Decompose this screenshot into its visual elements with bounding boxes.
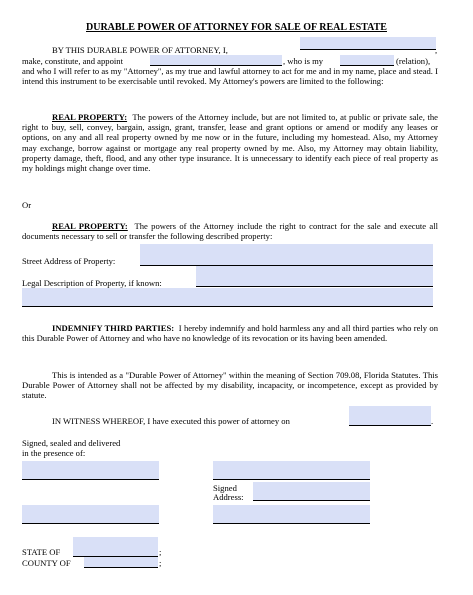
county-label: COUNTY OF — [22, 558, 71, 568]
comma: , — [435, 45, 438, 55]
real-property-general-paragraph — [22, 112, 438, 173]
document-title: DURABLE POWER OF ATTORNEY FOR SALE OF REAL ESTATE — [86, 22, 387, 33]
street-address-label: Street Address of Property: — [22, 256, 116, 266]
legal-description-field-1[interactable] — [196, 266, 433, 287]
principal-signature-field[interactable] — [213, 461, 370, 480]
principal-address-field-2[interactable] — [213, 505, 370, 524]
witness-text: IN WITNESS WHEREOF, I have executed this power of attorney on — [52, 416, 290, 426]
indemnify-text: I hereby indemnify and hold harmless any and all third parties who rely on this Durable Power of Attorney and who have no knowledge of its revocation or its having been amended. — [22, 323, 439, 344]
intro-line-2c: (relation), — [396, 56, 431, 66]
real-property-specific-paragraph — [22, 221, 438, 241]
legal-description-field-2[interactable] — [22, 288, 433, 307]
principal-name-field[interactable] — [300, 37, 436, 50]
relation-field[interactable] — [340, 55, 394, 66]
indemnify-paragraph — [22, 323, 438, 343]
real-property-text-1: The powers of the Attorney include, but are not limited to, at public or private sale, the right to buy, sell, convey, bargain, assign, grant, transfer, lease and grant options or amend or modify any leases or options, on any and all real property owned by me now or in the future, including my homestead. Also, my Attorney may exchange, borrow against or mortgage any real property owned by me. Also, my Attorney may obtain liability, property damage, theft, flood, and any other type insurance. It is unnecessary to identify each piece of real property as my holdings might change over time. — [22, 112, 438, 174]
county-field[interactable] — [84, 557, 158, 568]
county-semicolon: ; — [159, 558, 162, 568]
real-property-text-2: The powers of the Attorney include the right to contract for the sale and execute all documents necessary to sell or transfer the following described property: — [22, 221, 438, 242]
signed-sealed-line-1: Signed, sealed and delivered — [22, 438, 121, 448]
address-label: Address: — [213, 492, 244, 502]
witness-period: . — [431, 416, 434, 426]
execution-date-field[interactable] — [349, 406, 434, 426]
street-address-field[interactable] — [140, 244, 433, 266]
or-label: Or — [22, 200, 32, 210]
state-field[interactable] — [73, 537, 158, 557]
intro-line-2a: make, constitute, and appoint — [22, 56, 123, 66]
principal-address-field-1[interactable] — [253, 482, 370, 501]
witness-1-signature-field[interactable] — [22, 461, 159, 480]
state-label: STATE OF — [22, 547, 61, 557]
witness-2-signature-field[interactable] — [22, 505, 159, 524]
statute-text: This is intended as a "Durable Power of Attorney" within the meaning of Section 709.08, Florida Statutes. This Durable Power of Attorney shall not be affected by my disability, incapacity, or incompetence, except as provided by statute. — [22, 370, 438, 401]
real-property-heading-1: REAL PROPERTY: — [52, 112, 128, 122]
signed-label: Signed — [213, 483, 237, 493]
state-semicolon: ; — [159, 547, 162, 557]
indemnify-heading: INDEMNIFY THIRD PARTIES: — [52, 323, 175, 333]
statute-paragraph — [22, 370, 438, 401]
legal-description-label: Legal Description of Property, if known: — [22, 278, 162, 288]
intro-line-1: BY THIS DURABLE POWER OF ATTORNEY, I, — [52, 45, 228, 55]
real-property-heading-2: REAL PROPERTY: — [52, 221, 128, 231]
intro-paragraph: and who I will refer to as my "Attorney", as my true and lawful attorney to act for me and in my name, place and stead. I intend this instrument to be exercisable until revoked. My Attorney's powers are limited to the following: — [22, 66, 438, 87]
attorney-name-field[interactable] — [150, 55, 282, 66]
intro-line-2b: , who is my — [283, 56, 324, 66]
signed-sealed-line-2: in the presence of: — [22, 448, 86, 458]
